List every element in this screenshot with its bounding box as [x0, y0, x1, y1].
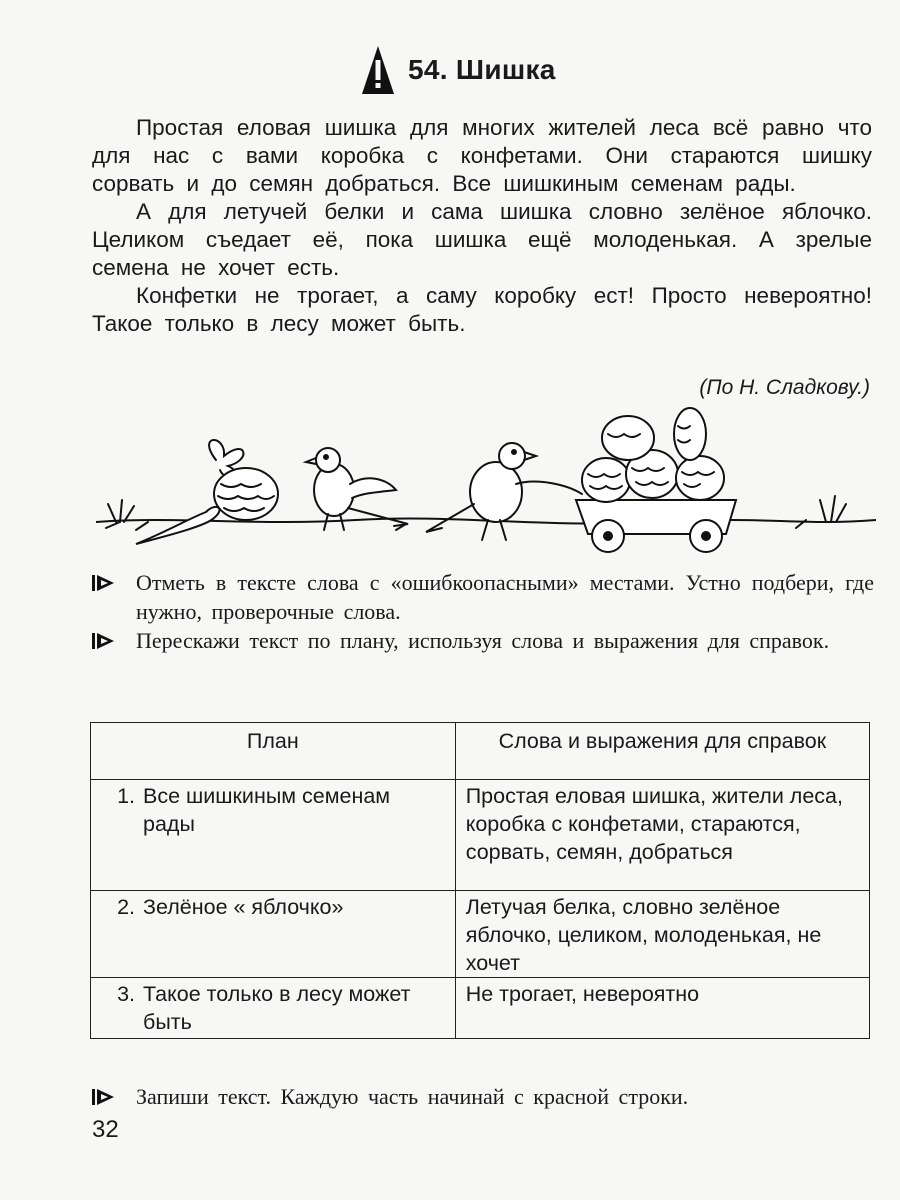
column-header-plan: План: [91, 723, 456, 780]
plan-text: Все шишкиным семенам рады: [143, 784, 391, 836]
task-item: [92, 1082, 900, 1111]
plan-text: Такое только в лесу может быть: [143, 982, 411, 1034]
plan-number: 2.: [117, 895, 135, 919]
table-row: [91, 780, 870, 891]
birds-with-cones-illustration: [96, 404, 876, 564]
plan-cell: [91, 891, 456, 978]
words-cell: Летучая белка, словно зелёное яблочко, целиком, молоденькая, не хочет: [455, 891, 869, 978]
paragraph: Конфетки не трогает, а саму коробку ест! Просто невероятно! Такое только в лесу может быть.: [92, 283, 872, 336]
arrow-pointer-icon: [92, 1088, 116, 1106]
task-text: Перескажи текст по плану, используя слова и выражения для справок.: [136, 628, 830, 653]
task-text: Запиши текст. Каждую часть начинай с красной строки.: [136, 1084, 689, 1109]
author-attribution: (По Н. Сладкову.): [699, 376, 870, 399]
warning-triangle-icon: [360, 44, 396, 96]
plan-cell: [91, 978, 456, 1039]
words-cell: Не трогает, невероятно: [455, 978, 869, 1039]
words-cell: Простая еловая шишка, жители леса, коробка с конфетами, стараются, сорвать, семян, добраться: [455, 780, 869, 891]
column-header-words: Слова и выражения для справок: [455, 723, 869, 780]
task-item: [92, 626, 874, 655]
reading-text: [92, 114, 872, 338]
plan-number: 3.: [117, 982, 135, 1006]
table-header-row: [91, 723, 870, 780]
task-item: [92, 568, 874, 626]
task-list: [92, 568, 874, 655]
lesson-header: [360, 40, 556, 100]
plan-number: 1.: [117, 784, 135, 808]
lesson-title: 54. Шишка: [408, 54, 556, 85]
table-row: [91, 978, 870, 1039]
paragraph: Простая еловая шишка для многих жителей леса всё равно что для нас с вами коробка с конфетами. Они стараются шишку сорвать и до семян добраться. Все шишкиным семенам рады.: [92, 115, 872, 196]
arrow-pointer-icon: [92, 574, 116, 592]
paragraph: А для летучей белки и сама шишка словно зелёное яблочко. Целиком съедает её, пока шишка ещё молоденькая. А зрелые семена не хочет есть.: [92, 199, 872, 280]
plan-text: Зелёное « яблочко»: [143, 895, 344, 919]
table-row: [91, 891, 870, 978]
arrow-pointer-icon: [92, 632, 116, 650]
page-number: 32: [92, 1116, 119, 1143]
plan-table: [90, 722, 870, 1039]
task-text: Отметь в тексте слова с «ошибкоопасными» местами. Устно подбери, где нужно, проверочные слова.: [136, 570, 874, 624]
plan-cell: [91, 780, 456, 891]
